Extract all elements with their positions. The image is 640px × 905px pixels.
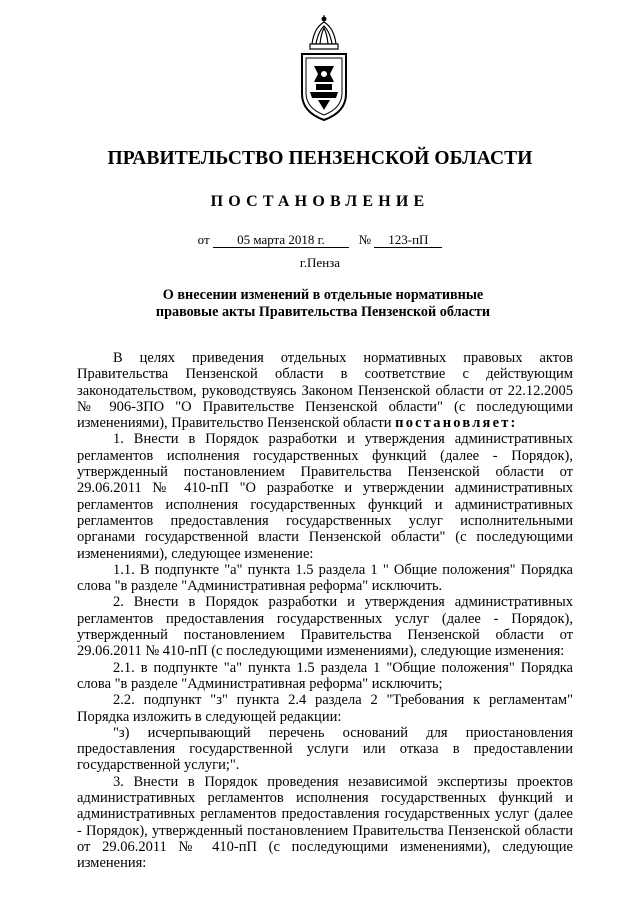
- organization-title: ПРАВИТЕЛЬСТВО ПЕНЗЕНСКОЙ ОБЛАСТИ: [107, 148, 533, 169]
- date-number-line: [0, 232, 640, 248]
- paragraph-item-2-1: 2.1. в подпункте "а" пункта 1.5 раздела 1 "Общие положения" Порядка слова "в разделе "Административная реформа" исключить;: [77, 659, 573, 692]
- paragraph-preamble: В целях приведения отдельных нормативных правовых актов Правительства Пензенской области в соответствие с действующим законодательством, руководствуясь Законом Пензенской области от 22.12.2005 № 906-ЗПО "О Правительстве Пензенской области" (с последующими изменениями), Правительство Пензенской области постановляет:: [77, 350, 573, 432]
- paragraph-item-3: 3. Внести в Порядок проведения независимой экспертизы проектов административных регламентов исполнения государственных функций и административных регламентов предоставления государственных услуг (далее - Порядок), утвержденный постановлением Правительства Пензенской области от 29.06.2011 № 410-пП (с последующими изменениями), следующие изменения:: [77, 773, 573, 872]
- paragraph-item-1: 1. Внести в Порядок разработки и утверждения административных регламентов исполнения государственных функций (далее - Порядок), утвержденный постановлением Правительства Пензенской области от 29.06.2011 № 410-пП "О разработке и утверждении административных регламентов исполнения государственных функций и административных регламентов предоставления государственных услуг исполнительными органами государственной власти Пензенской области" (с последующими изменениями), следующее изменение:: [77, 431, 573, 562]
- paragraph-item-2: 2. Внести в Порядок разработки и утверждения административных регламентов предоставления государственных услуг (далее - Порядок), утвержденный постановлением Правительства Пензенской области от 29.06.2011 № 410-пП (с последующими изменениями), следующие изменения:: [77, 594, 573, 660]
- document-type: ПОСТАНОВЛЕНИЕ: [210, 193, 430, 210]
- number-prefix: №: [358, 232, 372, 247]
- subject-line-1: О внесении изменений в отдельные нормативные: [162, 287, 484, 303]
- document-body: [77, 350, 573, 872]
- date-prefix: от: [197, 232, 210, 247]
- paragraph-item-2-2: 2.2. подпункт "з" пункта 2.4 раздела 2 "Требования к регламентам" Порядка изложить в следующей редакции:: [77, 692, 573, 725]
- coat-of-arms-icon: [292, 14, 356, 124]
- resolution-keyword: постановляет:: [395, 415, 518, 432]
- subject-line-2: правовые акты Правительства Пензенской области: [155, 304, 491, 320]
- paragraph-item-1-1: 1.1. В подпункте "а" пункта 1.5 раздела 1 " Общие положения" Порядка слова "в разделе "Административная реформа" исключить.: [77, 561, 573, 595]
- paragraph-quote: "з) исчерпывающий перечень оснований для приостановления предоставления государственной услуги или отказа в предоставлении государственной услуги;".: [77, 724, 573, 774]
- document-number: 123-пП: [374, 233, 442, 248]
- document-date: 05 марта 2018 г.: [213, 233, 349, 248]
- city: г.Пенза: [299, 255, 341, 270]
- document-subject: [80, 287, 566, 321]
